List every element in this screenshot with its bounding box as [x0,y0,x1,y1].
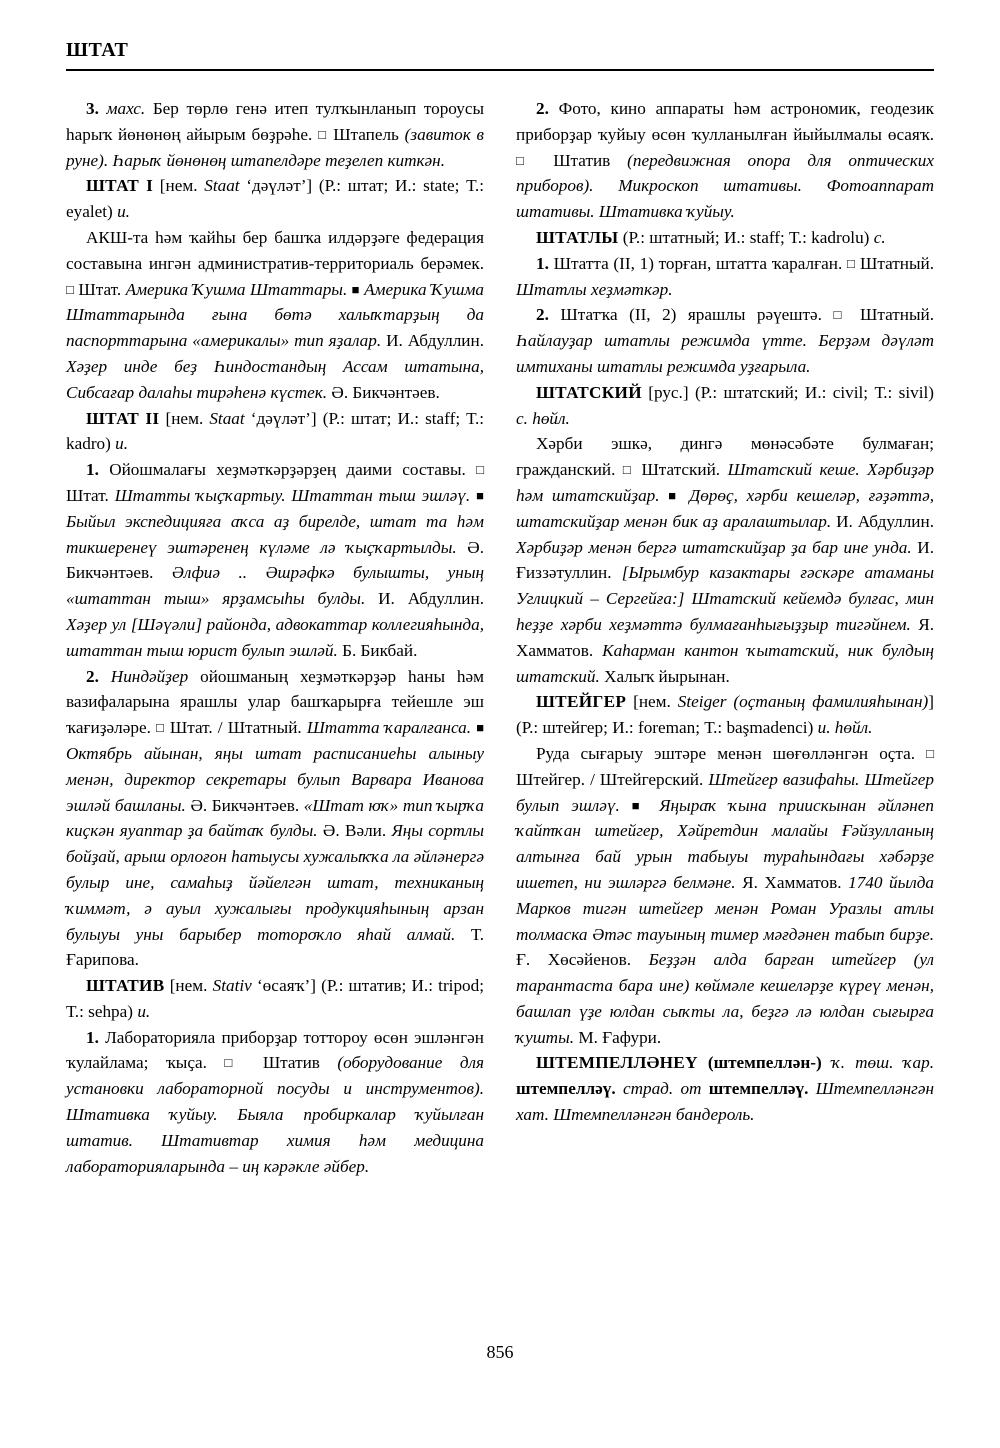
russian-gloss-examples: (оборудование для установки лабораторной посуды и инструментов). Штативка ҡуйыу. Быяла пробиркалар ҡуйылған штатив. Штативтар химия һәм медицина лабораторияларында – иң кәрәкле әйбер. [66,1053,485,1176]
sense-definition: Бер төрлө генә итеп тулҡынланып тороусы һарыҡ йөнөнөң айырым бөҙрәһе. [66,99,485,144]
russian-gloss: Штат. [78,279,122,299]
citation-author: Я. Хамматов. [742,872,842,892]
text-columns [66,96,934,1179]
sense-number: 1. [536,253,549,273]
sense-number: 2. [536,99,549,118]
citation: Быйыл экспедицияға аҡса аҙ бирелде, штат та һәм тикшеренеү эштәренең күләме лә ҡыҫҡартылды. [66,511,484,557]
entry-shtat-2-sense-1 [66,457,484,663]
citation-author: Б. Бикбай. [342,640,418,660]
entry-shtatly-head [516,225,934,251]
etymology: [нем. Steiger (оҫтаның фамилияһынан)] [633,692,934,712]
open-square-marker [476,462,484,477]
part-of-speech: с. һөйл. [516,408,570,428]
entry-shtatskiy-head [516,380,934,432]
russian-gloss-paren: (завиток в руне). Һарыҡ йөнөнөң штапелдәре теҙелеп киткән. [66,124,485,170]
russian-gloss-examples: Штейгер вазифаһы. Штейгер булып эшләү. [516,769,935,815]
definition: Лабораторияла приборҙар тоттороу өсөн эшләнгән ҡулайлама; ҡыҫа. [66,1027,484,1073]
entry-shtativ-sense-1 [66,1025,484,1180]
entry-shtat-1-head [66,173,484,225]
etymology: [рус.] [648,382,689,402]
russian-gloss-examples: Штатлы хеҙмәткәр. [516,279,673,299]
citation: Дөрөҫ, хәрби кешеләр, ғәҙәттә, штатскийҙар менән бик аҙ аралаштылар. [516,485,935,531]
right-column [516,96,934,1179]
cross-reference: штемпелләү. [516,1079,616,1099]
russian-gloss-examples: Һайлауҙар штатлы режимда үтте. Берҙәм дәүләт имтиханы штатлы режимда уҙғарыла. [516,331,934,376]
citation: Хәҙер ул [Шәүәли] районда, адвокаттар коллегияһында, штаттан тыш юрист булып эшләй. [66,614,484,660]
citation: Хәрбиҙәр менән бергә штатскийҙар ҙа бар ине унда. [516,537,912,557]
examples: Штемпелләнгән хат. Штемпелләнгән бандероль. [516,1079,935,1125]
russian-gloss: Штатив [262,1053,320,1073]
open-square-marker [926,746,934,761]
entry-shtat-2-head [66,406,484,458]
citation-author: Я. Хамматов. [516,614,935,660]
citation: Беҙҙән алда барған штейгер (ул тарантаста бара ине) көймәле кешеләрҙе күреү менән, башлап үҙе юлдан сыҡты ла, беҙгә лә юлдан сығырға ҡушты. [516,950,934,1047]
entry-shtativ-head [66,973,484,1025]
citation: Әлфиә .. Әшрәфкә булышты, уның «штаттан тыш» ярҙамсыһы булды. [66,563,484,609]
filled-square-marker [352,282,360,297]
usage-label: махс. [106,99,146,118]
citation-author: И. Абдуллин. [836,511,935,531]
part-of-speech: и. [115,434,129,454]
definition: Фото, кино аппараты һәм астрономик, геодезик приборҙар ҡуйыу өсөн ҡулланылған йыйылмалы өсаяҡ. [516,99,934,144]
equivalents: (Р.: штат; И.: staff; Т.: kadro) [66,408,485,454]
headword: ШТАТЛЫ [536,227,619,247]
russian-gloss-examples: Америка Ҡушма Штаттары. [125,279,348,299]
part-of-speech: ҡ. төш. ҡар. [831,1053,935,1073]
entry-shtatly-sense-1 [516,251,934,303]
entry-shtat-2-sense-2 [66,664,484,974]
filled-square-marker [668,488,680,503]
part-of-speech: и. [117,202,130,222]
filled-square-marker [476,720,484,735]
definition: ойошманың хеҙмәткәрҙәр һаны һәм вазифаларына ярашлы улар башҡарырға тейешле эш ҡағиҙәләре. [66,666,485,738]
citation: Яңыраҡ ҡына приискынан әйләнеп ҡайтҡан штейгер, Хәйретдин малайы Ғәйзулланың алтынға бай урын табыуы тураһындағы хәбәрҙе ишетеп, ни эшләргә белмәне. [516,795,935,892]
open-square-marker [224,1055,245,1070]
headword: ШТАТ II [86,408,160,428]
russian-gloss: Штат. [66,485,109,505]
headword: ШТЕМПЕЛЛӘНЕҮ [536,1053,698,1073]
citation: «Штат юҡ» тип ҡырҡа киҫкән яуаптар ҙа байтаҡ булды. [66,795,484,841]
citation: Октябрь айынан, яңы штат расписаниеһы алыныу менән, директор секретары булып Варвара Иванова эшләй башланы. [66,743,484,815]
entry-shtatskiy-body [516,431,934,689]
definition: Штатҡа (II, 2) ярашлы рәүештә. [560,305,822,325]
open-square-marker [318,127,327,142]
citation-author: М. Ғафури. [578,1027,662,1047]
equivalents: (Р.: штейгер; И.: foreman; Т.: başmadenci) [516,718,814,738]
filled-square-marker [632,798,648,813]
citation: Каһарман кантон ҡытатский, ник булдың штатский. [516,640,935,686]
sense-number: 2. [86,666,99,686]
russian-gloss-examples: Штатта ҡаралғанса. [306,718,472,738]
russian-reference-label: страд. от [622,1079,702,1099]
sense-number: 2. [536,305,549,325]
entry-shtat-1-body [66,225,484,406]
russian-gloss: Штатский. [641,460,721,480]
citation-author: Ә. Вәли. [322,821,387,841]
header-rule [66,69,934,71]
open-square-marker [623,462,634,477]
etymology: [нем. Staat ‘дәүләт’] [165,408,317,428]
citation: Яңы сортлы бойҙай, арыш орлоғон һатыусы хужалыҡҡа ла әйләнергә булыр ине, самаһыҙ йәйелгән штат, техниканың ҡиммәт, ә ауыл хужалығы продукцияһының арзан булыуы уны барыбер тотороҡло яһай алмай. [66,821,484,944]
russian-gloss: Штат. / Штатный. [169,718,302,738]
equivalents: (Р.: штат; И.: state; Т.: eyalet) [66,176,484,222]
open-square-marker [156,720,165,735]
definition: Руда сығарыу эштәре менән шөғөлләнгән оҫта. [536,743,916,763]
definition: Ойошмалағы хеҙмәткәрҙәрҙең даими составы. [109,460,466,480]
citation-author: И. Абдуллин. [386,331,485,351]
headword: ШТАТСКИЙ [536,382,642,402]
citation-author: Ә. Бикчәнтәев. [66,537,485,583]
citation-author: Халыҡ йырынан. [604,666,730,686]
open-square-marker [847,256,855,271]
headword: ШТЕЙГЕР [536,692,627,712]
entry-shteyger-head [516,689,934,741]
citation: 1740 йылда Марков тигән штейгер менән Роман Уразлы атлы толмаска Әтәс тауының тимер мәғдәнен табып бирҙе. [516,872,935,944]
citation-author: И. Абдуллин. [378,589,484,609]
definition: Хәрби эшкә, дингә мөнәсәбәте булмаған; гражданский. [516,434,934,480]
definition-lead: Ниндәйҙер [110,666,189,686]
entry-shtativ-sense-2 [516,96,934,225]
citation: Хәҙер инде беҙ Һиндостандың Ассам штатына, Сибсағар далаһы тирәһенә күстек. [66,356,484,402]
russian-gloss: Штапель [333,124,399,144]
part-of-speech: и. [137,1001,151,1021]
citation-author: Ә. Бикчәнтәев. [190,795,300,815]
page-number: 856 [486,1342,514,1362]
russian-gloss-examples: Штатты ҡыҫҡартыу. Штаттан тыш эшләү. [114,485,471,505]
sense-number: 3. [86,99,99,118]
entry-sense-3-shtapel [66,96,484,173]
running-head: ШТАТ [66,39,129,61]
citation: [Ырымбур казактары ғәскәре атаманы Углицкий – Сергейға:] Штатский кейемдә булғас, мин һеҙҙе хәрби хеҙмәттә булмағанһығыҙҙыр тигәйнем. [516,563,934,634]
equivalents: (Р.: штатный; И.: staff; Т.: kadrolu) [622,227,870,247]
russian-gloss-examples: Штатский кеше. Хәрбиҙәр һәм штатскийҙар. [516,460,935,505]
open-square-marker [516,153,536,168]
etymology: [нем. Stativ ‘өсаяҡ’] [169,976,316,996]
left-column [66,96,484,1179]
etymology: [нем. Staat ‘дәүләт’] [159,176,313,196]
russian-reference: штемпелләү. [708,1079,809,1099]
part-of-speech: и. һөйл. [817,718,873,738]
citation: Америка Ҡушма Штаттарында ғына бөтә халыҡтарҙың да паспорттарына «америкалы» тип яҙалар. [66,279,485,351]
open-square-marker [833,307,848,322]
sense-number: 1. [86,460,99,480]
entry-shtatly-sense-2 [516,302,934,379]
equivalents: (Р.: штатский; И.: civil; Т.: sivil) [694,382,934,402]
citation-author: Ә. Бикчәнтәев. [331,382,440,402]
entry-shteyger-body [516,741,934,1051]
citation-author: Ғ. Хөсәйенов. [516,950,632,970]
citation-author: Т. Ғарипова. [66,924,484,970]
sense-number: 1. [86,1027,99,1047]
russian-gloss: Штатный. [860,305,935,325]
russian-gloss: Штейгер. / Штейгерский. [516,769,704,789]
russian-gloss-examples: (передвижная опора для оптических приборов). Микроскоп штативы. Фотоаппарат штативы. Штативка ҡуйыу. [516,150,935,222]
headword: ШТАТ I [86,176,154,196]
russian-gloss: Штатив [553,150,611,170]
citation-author: И. Ғиззәтуллин. [516,537,935,583]
page-header [66,40,934,71]
headword-variant: (штемпеллән-) [707,1053,822,1073]
definition: АКШ-та һәм ҡайһы бер башҡа илдәрҙәге федерация составына ингән административ-территориаль берәмек. [66,227,484,273]
part-of-speech: с. [873,227,886,247]
entry-shtempellaneu [516,1050,934,1127]
headword: ШТАТИВ [86,976,165,996]
equivalents: (Р.: штатив; И.: tripod; Т.: sehpa) [66,976,484,1021]
russian-gloss: Штатный. [860,253,935,273]
open-square-marker [66,282,74,297]
filled-square-marker [476,488,484,503]
definition: Штатта (II, 1) торған, штатта ҡаралған. [553,253,843,273]
